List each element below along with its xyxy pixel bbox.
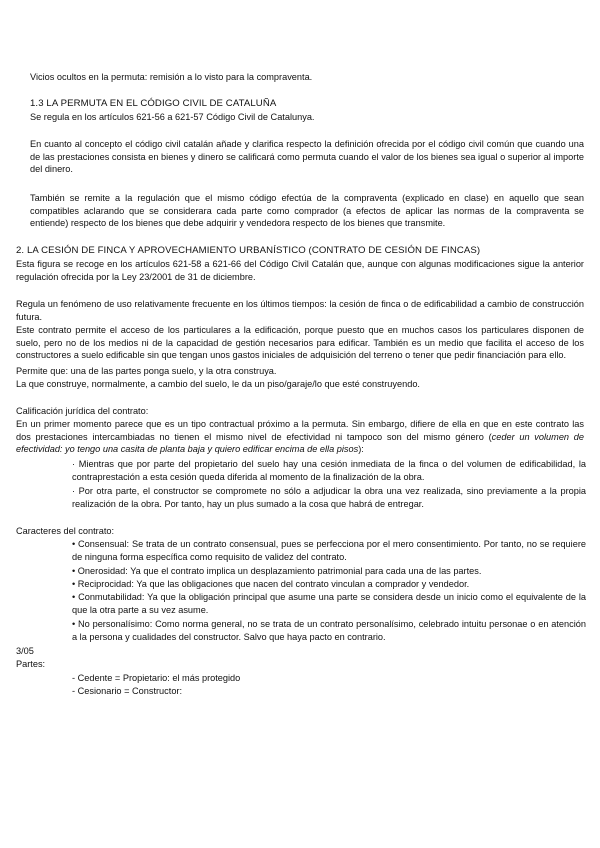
parte-cesionario: - Cesionario = Constructor: <box>72 686 183 696</box>
calificacion-text: En un primer momento parece que es un tipo contractual próximo a la permuta. Sin embargo, difiere de ella en que en este contrato las dos prestaciones intercambiadas no tienen el mismo nivel de efectividad ni tampoco son del mismo género ( <box>16 419 584 442</box>
section-heading-1-3: 1.3 LA PERMUTA EN EL CÓDIGO CIVIL DE CATALUÑA <box>30 98 277 109</box>
figura-paragraph: Esta figura se recoge en los artículos 621-58 a 621-66 del Código Civil Catalán que, aunque con algunas modificaciones sigue la anterior regulación ofrecida por la Ley 23/2001 de 31 de diciembre. <box>16 259 584 282</box>
calificacion-paragraph <box>16 418 584 456</box>
date-marker: 3/05 <box>16 646 34 656</box>
caracter-consensual: • Consensual: Se trata de un contrato consensual, pues se perfecciona por el mero consentimiento. Por tanto, no se requiere de ninguna forma específica como requisito de validez del contrato. <box>72 539 586 562</box>
caracteres-heading: Caracteres del contrato: <box>16 526 115 536</box>
acceso-paragraph: Este contrato permite el acceso de los particulares a la edificación, porque puesto que en muchos casos los particulares disponen de suelo, pero no de los medios ni de la capacidad de gestión necesarios para edificar. También es un medio que facilita el acceso de los constructores a suelo edificable sin que tengan unos gastos iniciales de adquisición del terreno o tener que pedir financiación para ello. <box>16 325 584 361</box>
partes-heading: Partes: <box>16 659 46 669</box>
section-heading-2: 2. LA CESIÓN DE FINCA Y APROVECHAMIENTO URBANÍSTICO (CONTRATO DE CESIÓN DE FINCAS) <box>16 245 481 256</box>
parte-cedente: - Cedente = Propietario: el más protegido <box>72 673 241 683</box>
caracter-conmutabilidad: • Conmutabilidad: Ya que la obligación principal que asume una parte se considera desde un inicio como el equivalente de la que la otra parte a su vez asume. <box>72 592 586 615</box>
remision-compraventa-paragraph: También se remite a la regulación que el mismo código efectúa de la compraventa (explicado en clase) en aquello que sean compatibles aclarando que se considerara cada parte como comprador (a efectos de aplicar las normas de la compraventa se entiende) respecto de los bienes que debe adquirir y vendedora respecto de los bienes que transmite. <box>30 193 584 229</box>
caracter-no-personalisimo: • No personalísimo: Como norma general, no se trata de un contrato personalísimo, celebrado intuitu personae o en atención a la persona y cualidades del constructor. Salvo que haya pacto en contrario. <box>72 619 586 642</box>
construye-paragraph: La que construye, normalmente, a cambio del suelo, le da un piso/garaje/lo que esté construyendo. <box>16 379 420 389</box>
caracter-reciprocidad: • Reciprocidad: Ya que las obligaciones que nacen del contrato vinculan a comprador y vendedor. <box>72 579 470 589</box>
calificacion-italic-example: ceder un volumen de efectividad: yo tengo una casita de planta baja y quiero edificar encima de ella pisos <box>16 431 584 455</box>
calificacion-bullet-1: · Mientras que por parte del propietario del suelo hay una cesión inmediata de la finca o del volumen de edificabilidad, la contraprestación a esta cesión queda diferida al momento de la finalización de la obra. <box>72 459 586 482</box>
permite-paragraph: Permite que: una de las partes ponga suelo, y la otra construya. <box>16 366 277 376</box>
regulation-articles-paragraph: Se regula en los artículos 621-56 a 621-57 Código Civil de Catalunya. <box>30 112 315 122</box>
caracter-onerosidad: • Onerosidad: Ya que el contrato implica un desplazamiento patrimonial para cada una de las partes. <box>72 566 482 576</box>
calificacion-end: ): <box>358 444 364 455</box>
vicios-ocultos-paragraph: Vicios ocultos en la permuta: remisión a lo visto para la compraventa. <box>30 72 313 82</box>
concepto-paragraph: En cuanto al concepto el código civil catalán añade y clarifica respecto la definición ofrecida por el código civil común que cuando una de las prestaciones consista en bienes y dinero se calificará como permuta cuando el valor de los bienes sea igual o superior al importe del dinero. <box>30 139 584 175</box>
fenomeno-paragraph: Regula un fenómeno de uso relativamente frecuente en los últimos tiempos: la cesión de finca o de edificabilidad a cambio de construcción futura. <box>16 299 584 322</box>
calificacion-bullet-2: · Por otra parte, el constructor se compromete no sólo a adjudicar la obra una vez realizada, sino previamente a la propia realización de la obra. Por tanto, hay un plus sumado a la cosa que habrá de entregar. <box>72 486 586 509</box>
calificacion-heading: Calificación jurídica del contrato: <box>16 406 149 416</box>
